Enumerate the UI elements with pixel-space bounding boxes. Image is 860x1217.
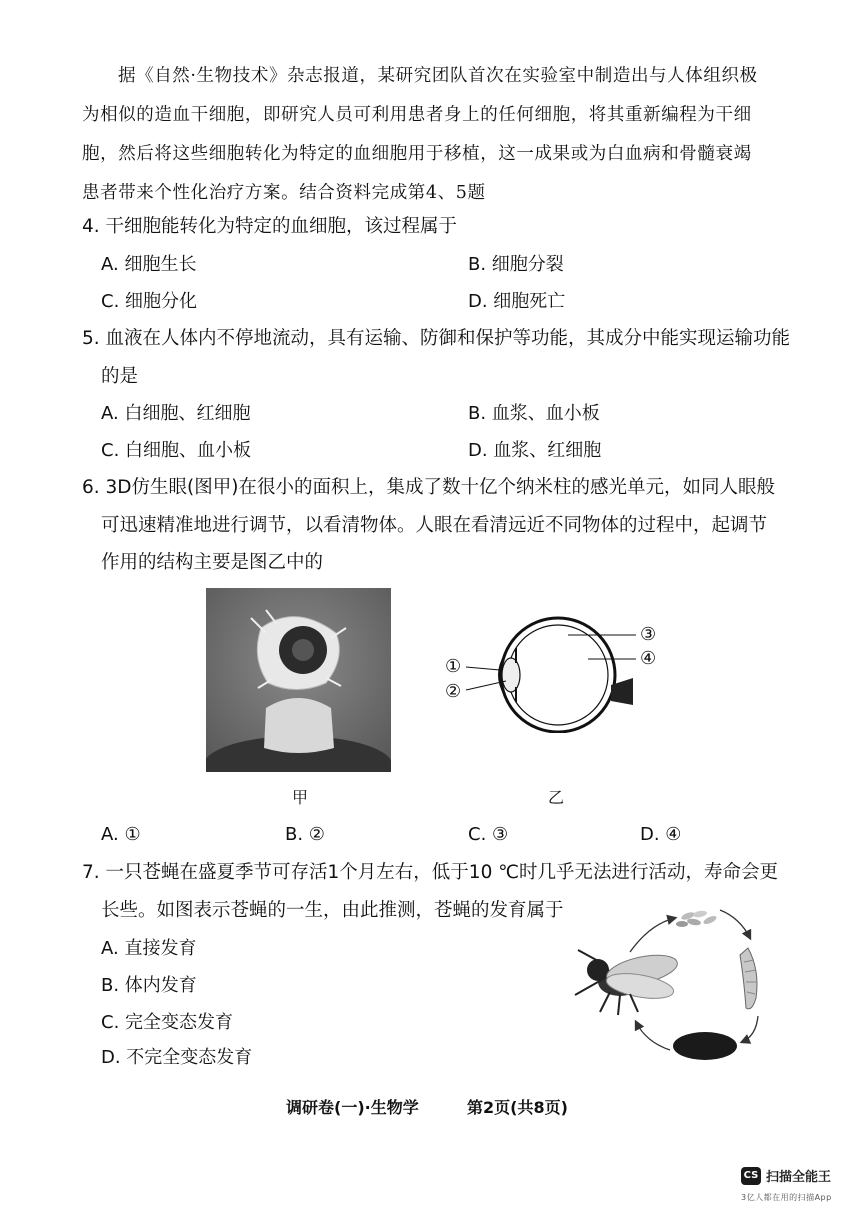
q5-option-b: B. 血浆、血小板 (468, 403, 600, 424)
q6-option-c: C. ③ (468, 824, 509, 845)
caption-jia: 甲 (292, 788, 309, 807)
q6-option-b: B. ② (285, 824, 325, 845)
footer-page-number: 第2页(共8页) (467, 1098, 568, 1117)
q7-option-d: D. 不完全变态发育 (101, 1047, 253, 1068)
q6-stem-2: 可迅速精准地进行调节，以看清物体。人眼在看清远近不同物体的过程中，起调节 (101, 515, 768, 536)
q6-option-d: D. ④ (640, 824, 682, 845)
q6-stem-3: 作用的结构主要是图乙中的 (101, 552, 324, 573)
q4-option-c: C. 细胞分化 (101, 291, 198, 312)
passage-line-1: 据《自然·生物技术》杂志报道，某研究团队首次在实验室中制造出与人体组织极 (118, 66, 758, 86)
pupa-icon (673, 1032, 737, 1060)
q7-option-a: A. 直接发育 (101, 938, 197, 959)
q4-option-d: D. 细胞死亡 (468, 291, 566, 312)
eye-label-4: ④ (640, 648, 657, 669)
q5-option-a: A. 白细胞、红细胞 (101, 403, 251, 424)
q5-stem-2: 的是 (101, 366, 139, 387)
caption-yi: 乙 (548, 788, 565, 807)
eye-label-2: ② (445, 681, 462, 702)
adult-fly-icon (575, 950, 680, 1015)
footer-title: 调研卷(一)·生物学 (286, 1098, 419, 1117)
q4-stem: 4. 干细胞能转化为特定的血细胞，该过程属于 (82, 216, 458, 237)
camscanner-tagline: 3亿人都在用的扫描App (741, 1193, 832, 1202)
passage-line-4: 患者带来个性化治疗方案。结合资料完成第4、5题 (82, 183, 486, 203)
eye-label-1: ① (445, 656, 462, 677)
q7-stem-1: 7. 一只苍蝇在盛夏季节可存活1个月左右，低于10 ℃时几乎无法进行活动，寿命会更 (82, 862, 779, 883)
q4-option-b: B. 细胞分裂 (468, 254, 564, 275)
q4-option-a: A. 细胞生长 (101, 254, 197, 275)
camscanner-logo-icon: CS (741, 1167, 761, 1185)
eye-label-3: ③ (640, 624, 657, 645)
bionic-eye-photo (206, 588, 391, 772)
camscanner-name: 扫描全能王 (766, 1170, 832, 1185)
q7-stem-2: 长些。如图表示苍蝇的一生，由此推测，苍蝇的发育属于 (101, 900, 564, 921)
passage-line-3: 胞，然后将这些细胞转化为特定的血细胞用于移植，这一成果或为白血病和骨髓衰竭 (82, 144, 752, 164)
q5-stem-1: 5. 血液在人体内不停地流动，具有运输、防御和保护等功能，其成分中能实现运输功能 (82, 328, 791, 349)
larva-icon (740, 948, 757, 1009)
q5-option-c: C. 白细胞、血小板 (101, 440, 252, 461)
q7-option-b: B. 体内发育 (101, 975, 197, 996)
fly-life-cycle-figure (570, 900, 780, 1065)
passage-line-2: 为相似的造血干细胞，即研究人员可利用患者身上的任何细胞，将其重新编程为干细 (82, 105, 752, 125)
q7-option-c: C. 完全变态发育 (101, 1012, 234, 1033)
eggs-icon (676, 910, 718, 927)
q6-option-a: A. ① (101, 824, 141, 845)
q6-stem-1: 6. 3D仿生眼(图甲)在很小的面积上，集成了数十亿个纳米柱的感光单元，如同人眼般 (82, 477, 775, 498)
eye-diagram (438, 615, 668, 733)
q5-option-d: D. 血浆、红细胞 (468, 440, 602, 461)
